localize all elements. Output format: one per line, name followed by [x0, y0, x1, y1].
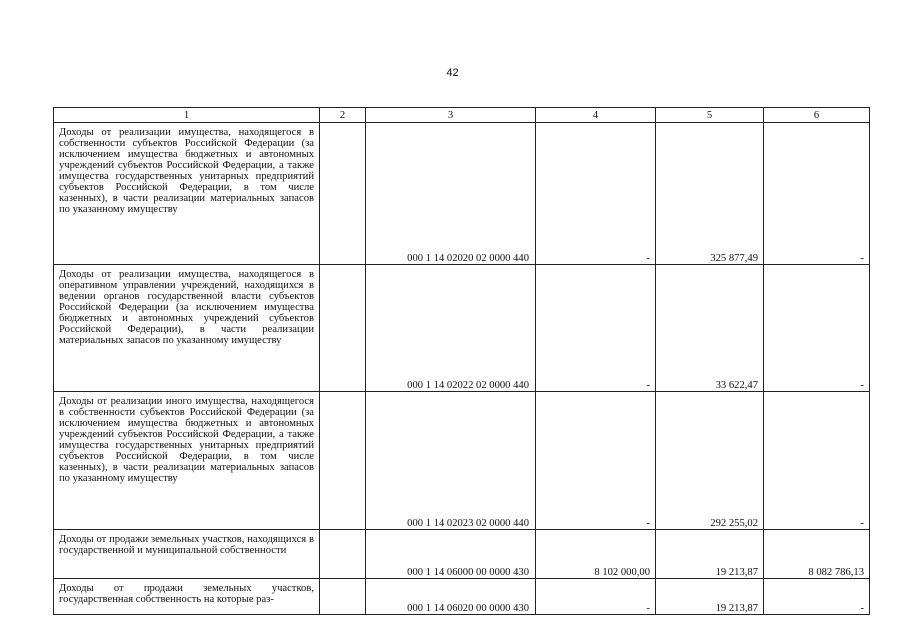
column-header: 2 — [320, 108, 366, 123]
row-col2 — [320, 265, 366, 392]
row-code: 000 1 14 06020 00 0000 430 — [366, 579, 536, 615]
column-header: 3 — [366, 108, 536, 123]
table-row — [54, 123, 870, 265]
row-col6: 8 082 786,13 — [764, 530, 870, 579]
row-col4: - — [536, 265, 656, 392]
table-row — [54, 392, 870, 530]
row-col5: 19 213,87 — [656, 530, 764, 579]
page-number: 42 — [446, 67, 459, 79]
column-header: 5 — [656, 108, 764, 123]
row-name: Доходы от продажи земельных участков, государственная собственность на которые раз- — [54, 579, 320, 615]
row-col5: 325 877,49 — [656, 123, 764, 265]
row-code: 000 1 14 02020 02 0000 440 — [366, 123, 536, 265]
row-col6: - — [764, 265, 870, 392]
column-header: 4 — [536, 108, 656, 123]
row-col2 — [320, 123, 366, 265]
column-header: 1 — [54, 108, 320, 123]
row-col4: - — [536, 579, 656, 615]
row-col2 — [320, 530, 366, 579]
row-col4: - — [536, 392, 656, 530]
row-name: Доходы от продажи земельных участков, находящихся в государственной и муниципальной собственности — [54, 530, 320, 579]
row-col5: 33 622,47 — [656, 265, 764, 392]
column-header: 6 — [764, 108, 870, 123]
table-row — [54, 265, 870, 392]
row-code: 000 1 14 06000 00 0000 430 — [366, 530, 536, 579]
row-name: Доходы от реализации имущества, находящегося в оперативном управлении учреждений, находящихся в ведении органов государственной власти субъектов Российской Федерации (за исключением имущества бюджетных и автономных учреждений субъектов Российской Федерации), в части реализации материальных запасов по указанному имуществу — [54, 265, 320, 392]
table-row — [54, 530, 870, 579]
row-name: Доходы от реализации иного имущества, находящегося в собственности субъектов Российской Федерации (за исключением имущества бюджетных и автономных учреждений субъектов Российской Федерации, а также имущества государственных унитарных предприятий субъектов Российской Федерации, в том числе казенных), в части реализации материальных запасов по указанному имуществу — [54, 392, 320, 530]
row-col2 — [320, 392, 366, 530]
table-row — [54, 579, 870, 615]
row-code: 000 1 14 02023 02 0000 440 — [366, 392, 536, 530]
row-col6: - — [764, 123, 870, 265]
table-header-row — [54, 108, 870, 123]
row-code: 000 1 14 02022 02 0000 440 — [366, 265, 536, 392]
revenue-table — [53, 107, 870, 615]
row-name: Доходы от реализации имущества, находящегося в собственности субъектов Российской Федерации (за исключением имущества бюджетных и автономных учреждений субъектов Российской Федерации, а также имущества государственных унитарных предприятий субъектов Российской Федерации, в том числе казенных), в части реализации материальных запасов по указанному имуществу — [54, 123, 320, 265]
row-col5: 19 213,87 — [656, 579, 764, 615]
row-col2 — [320, 579, 366, 615]
row-col6: - — [764, 579, 870, 615]
row-col6: - — [764, 392, 870, 530]
row-col4: 8 102 000,00 — [536, 530, 656, 579]
row-col4: - — [536, 123, 656, 265]
row-col5: 292 255,02 — [656, 392, 764, 530]
